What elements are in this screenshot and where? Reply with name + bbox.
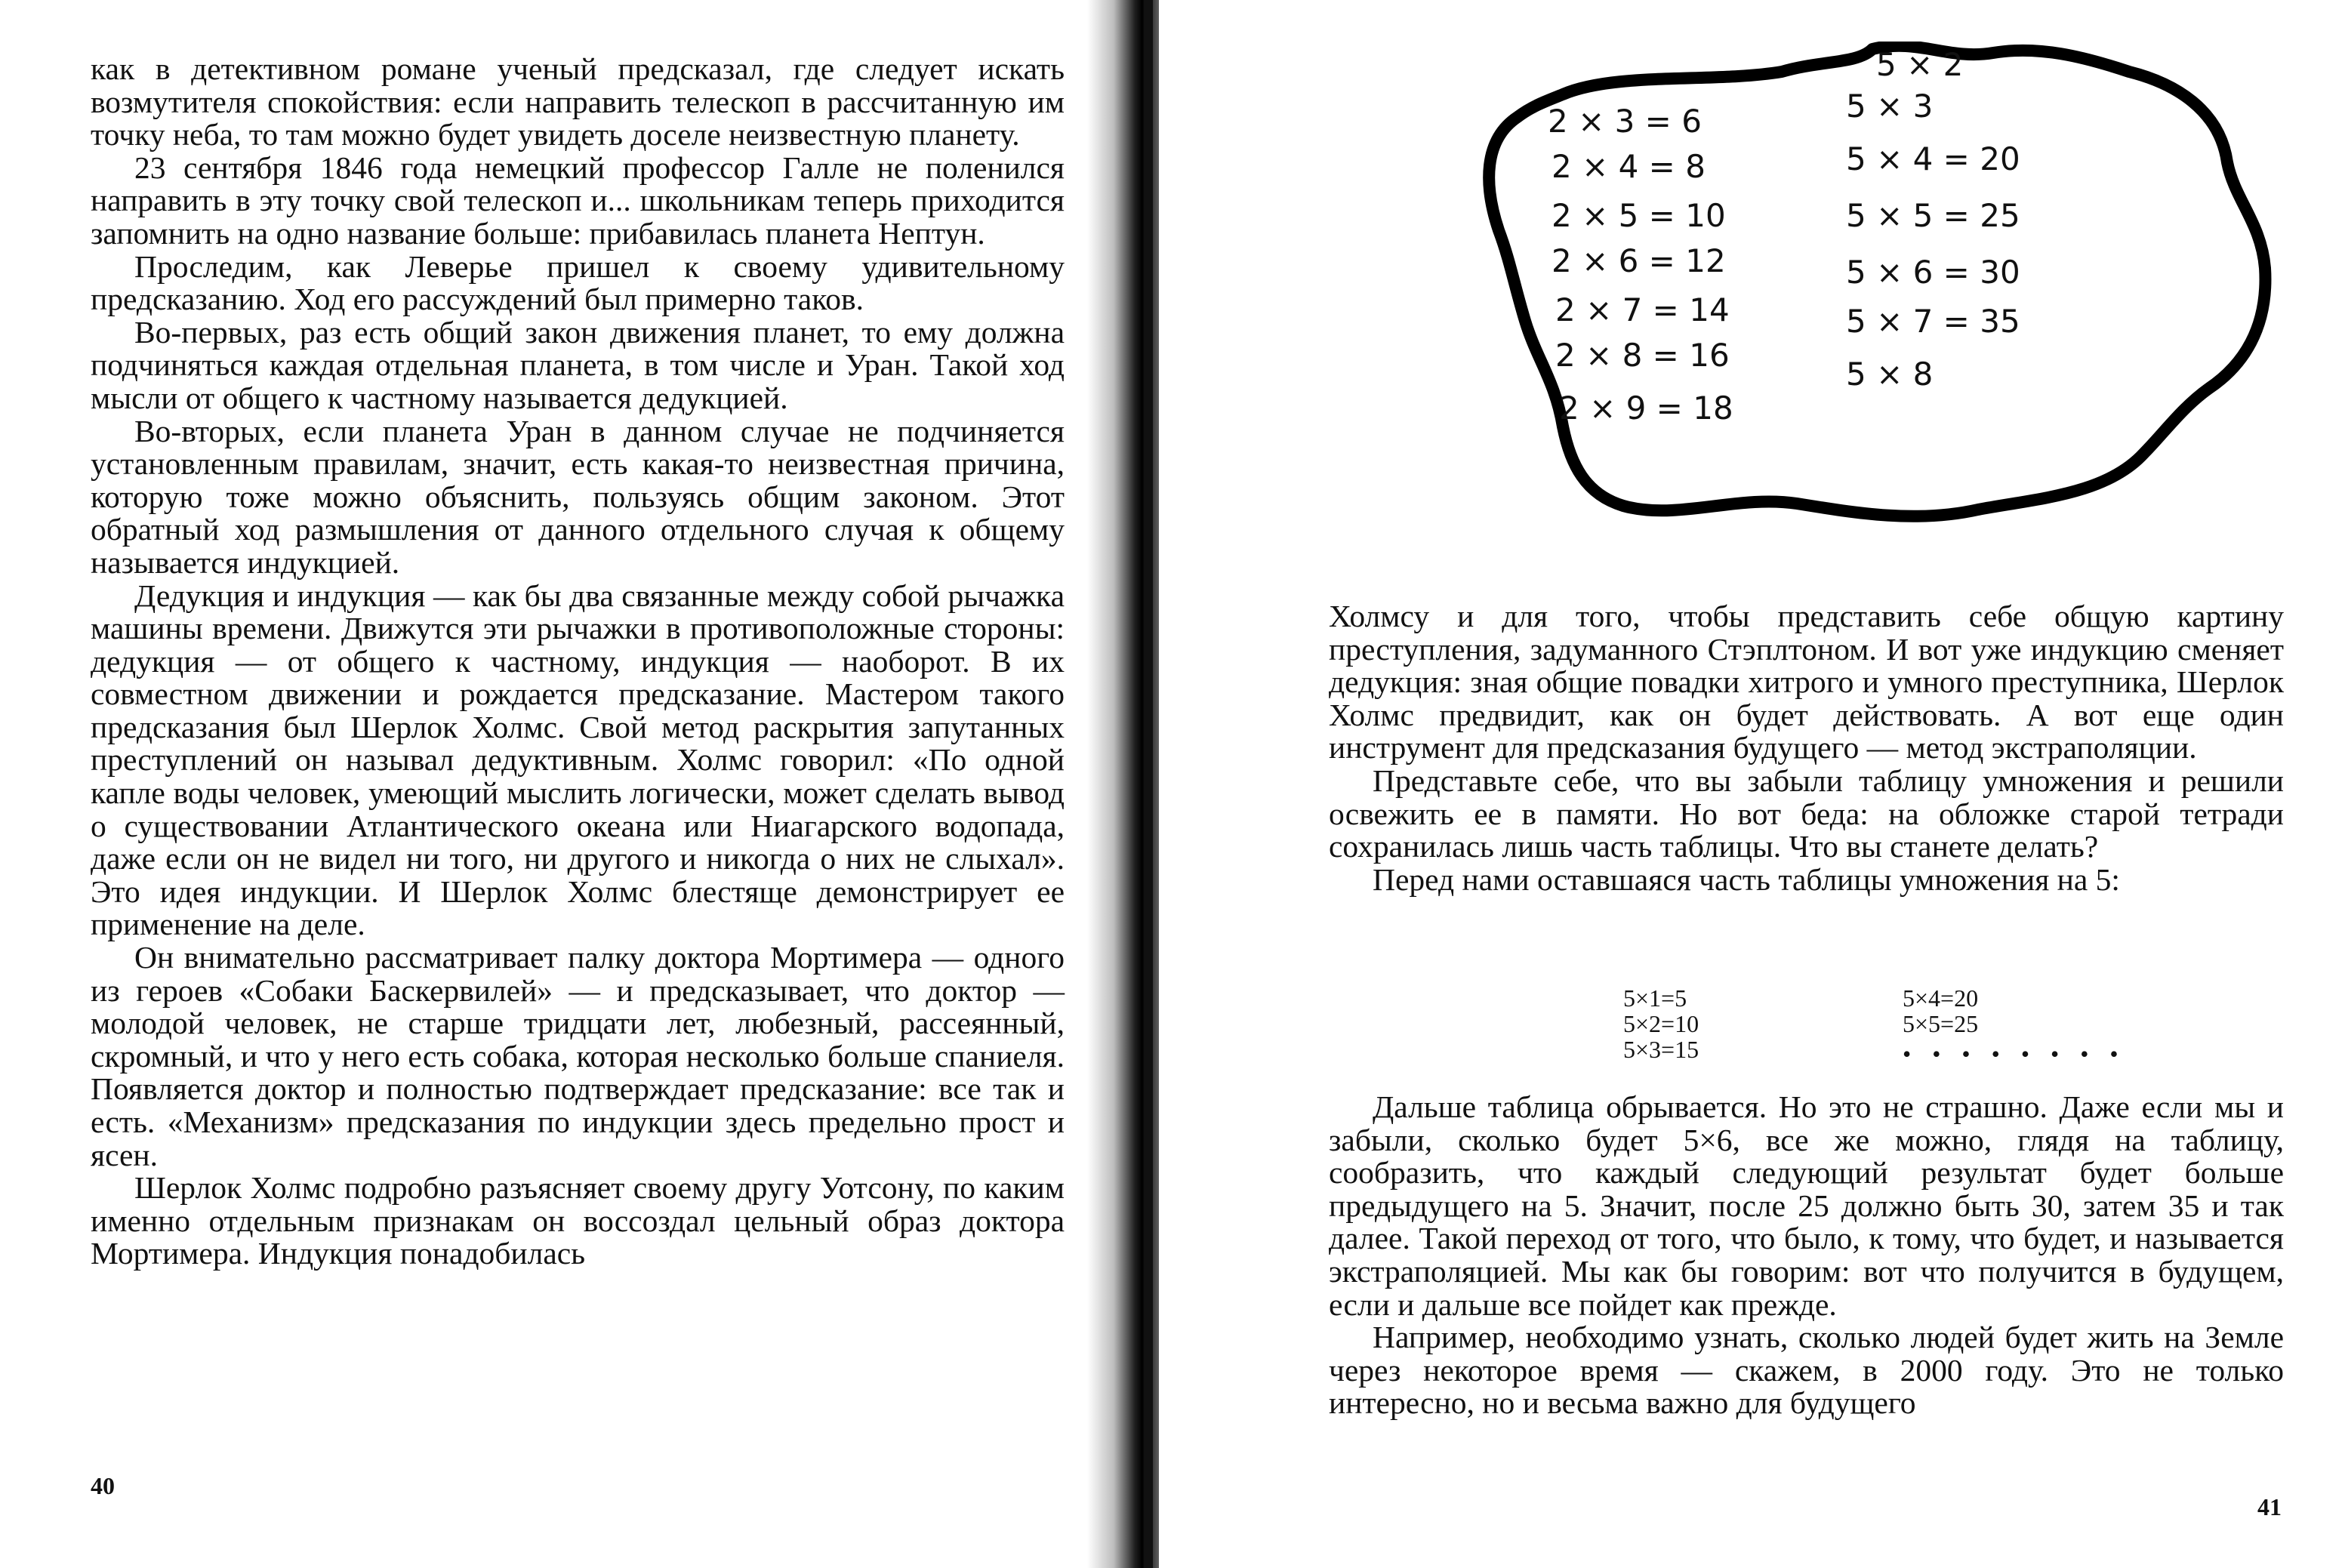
left-page [0,0,1132,1568]
gutter-shadow [1144,0,1153,1568]
table-right-column [1903,985,1978,1037]
right-text-column-bottom [1329,1091,2284,1420]
paragraph: Например, необходимо узнать, сколько людей будет жить на Земле через некоторое время — скажем, в 2000 году. Это не только интересно, но и весьма важно для будущего [1329,1320,2284,1421]
paragraph: Во-первых, раз есть общий закон движения планет, то ему должна подчиняться каждая отдельная планета, в том числе и Уран. Такой ход мысли от общего к частному называется дедукцией. [91,314,1065,415]
scrap-right-row: 5 × 7 = 35 [1846,303,2020,340]
scrap-right-row: 5 × 5 = 25 [1846,197,2020,234]
table-row: 5×3=15 [1623,1036,1699,1063]
scrap-right-row: 5 × 6 = 30 [1846,254,2020,291]
left-text-column [91,53,1065,1271]
table-row: 5×1=5 [1623,984,1687,1012]
scrap-left-row: 2 × 8 = 16 [1555,337,1730,374]
scrap-right-row: 5 × 3 [1846,88,1934,125]
scrap-left-row: 2 × 4 = 8 [1552,148,1706,185]
table-row: 5×2=10 [1623,1010,1699,1037]
scrap-left-row: 2 × 3 = 6 [1548,103,1702,140]
scrap-left-row: 2 × 7 = 14 [1555,291,1730,328]
page-number: 41 [2257,1493,2282,1520]
table-row: 5×5=25 [1903,1010,1979,1037]
paragraph: Дедукция и индукция — как бы два связанные между собой рычажка машины времени. Движутся эти рычажки в противоположные стороны: дедукция — от общего к частному, индукция — наоборот. В их совместном движении и рождается предсказание. Мастером такого предсказания был Шерлок Холмс. Свой метод раскрытия запутанных преступлений он называл дедуктивным. Холмс говорил: «По одной капле воды человек, умеющий мыслить логически, может сделать вывод о существовании Атлантического океана или Ниагарского водопада, даже если он не видел ни того, ни другого и никогда о них не слыхал». Это идея индукции. И Шерлок Холмс блестяще демонстрирует ее применение на деле. [91,578,1065,942]
paragraph: Холмсу и для того, чтобы представить себе общую картину преступления, задуманного Стэплтоном. И вот уже индукцию сменяет дедукция: зная общие повадки хитрого и умного преступника, Шерлок Холмс предвидит, как он будет действовать. А вот еще один инструмент для предсказания будущего — метод экстраполяции. [1329,599,2284,766]
scrap-left-row: 2 × 9 = 18 [1559,390,1733,427]
paragraph: Шерлок Холмс подробно разъясняет своему другу Уотсону, по каким именно отдельным признакам он воссоздал цельный образ доктора Мортимера. Индукция понадобилась [91,1170,1065,1271]
paragraph: Проследим, как Леверье пришел к своему удивительному предсказанию. Ход его рассуждений был примерно таков. [91,248,1065,317]
right-text-column-top [1329,600,2284,896]
notebook-scrap-illustration [1465,42,2288,544]
paragraph: Представьте себе, что вы забыли таблицу умножения и решили освежить ее в памяти. Но вот беда: на обложке старой тетради сохранилась лишь часть таблицы. Что вы станете делать? [1329,762,2284,864]
scrap-left-row: 2 × 5 = 10 [1552,197,1726,234]
paragraph: Во-вторых, если планета Уран в данном случае не подчиняется установленным правилам, значит, есть какая-то неизвестная причина, которую тоже можно объяснить, пользуясь общим законом. Этот обратный ход размышления от данного отдельного случая к общему называется индукцией. [91,413,1065,580]
scrap-left-row: 2 × 6 = 12 [1552,242,1726,279]
scrap-right-row: 5 × 4 = 20 [1846,140,2020,177]
scrap-right-row: 5 × 8 [1846,356,1934,393]
scrap-top-fragment: 5 × 2 [1876,46,1964,83]
table-left-column [1623,985,1699,1062]
paragraph: 23 сентября 1846 года немецкий профессор Галле не поленился направить в эту точку свой телескоп и... школьникам теперь приходится запомнить на одно название больше: прибавилась планета Нептун. [91,149,1065,251]
paragraph: как в детективном романе ученый предсказал, где следует искать возмутителя спокойствия: если направить телескоп в рассчитанную им точку неба, то там можно будет увидеть доселе неизвестную планету. [91,51,1065,152]
paragraph: Дальше таблица обрывается. Но это не страшно. Даже если мы и забыли, сколько будет 5×6, все же можно, глядя на таблицу, сообразить, что каждый следующий результат будет больше предыдущего на 5. Значит, после 25 должно быть 30, затем 35 и так далее. Такой переход от того, что было, к тому, что будет, и называется экстраполяцией. Мы как бы говорим: вот что получится в будущем, если и дальше все пойдет как прежде. [1329,1089,2284,1322]
table-ellipsis: • • • • • • • • [1903,1040,2126,1067]
table-row: 5×4=20 [1903,984,1979,1012]
page-number: 40 [91,1472,115,1499]
paragraph: Перед нами оставшаяся часть таблицы умножения на 5: [1373,861,2120,897]
paragraph: Он внимательно рассматривает палку доктора Мортимера — одного из героев «Собаки Баскервилей» — и предсказывает, что доктор — молодой человек, не старше тридцати лет, любезный, рассеянный, скромный, и что у него есть собака, которая несколько больше спаниеля. Появляется доктор и полностью подтверждает предсказание: все так и есть. «Механизм» предсказания по индукции здесь предельно прост и ясен. [91,940,1065,1172]
